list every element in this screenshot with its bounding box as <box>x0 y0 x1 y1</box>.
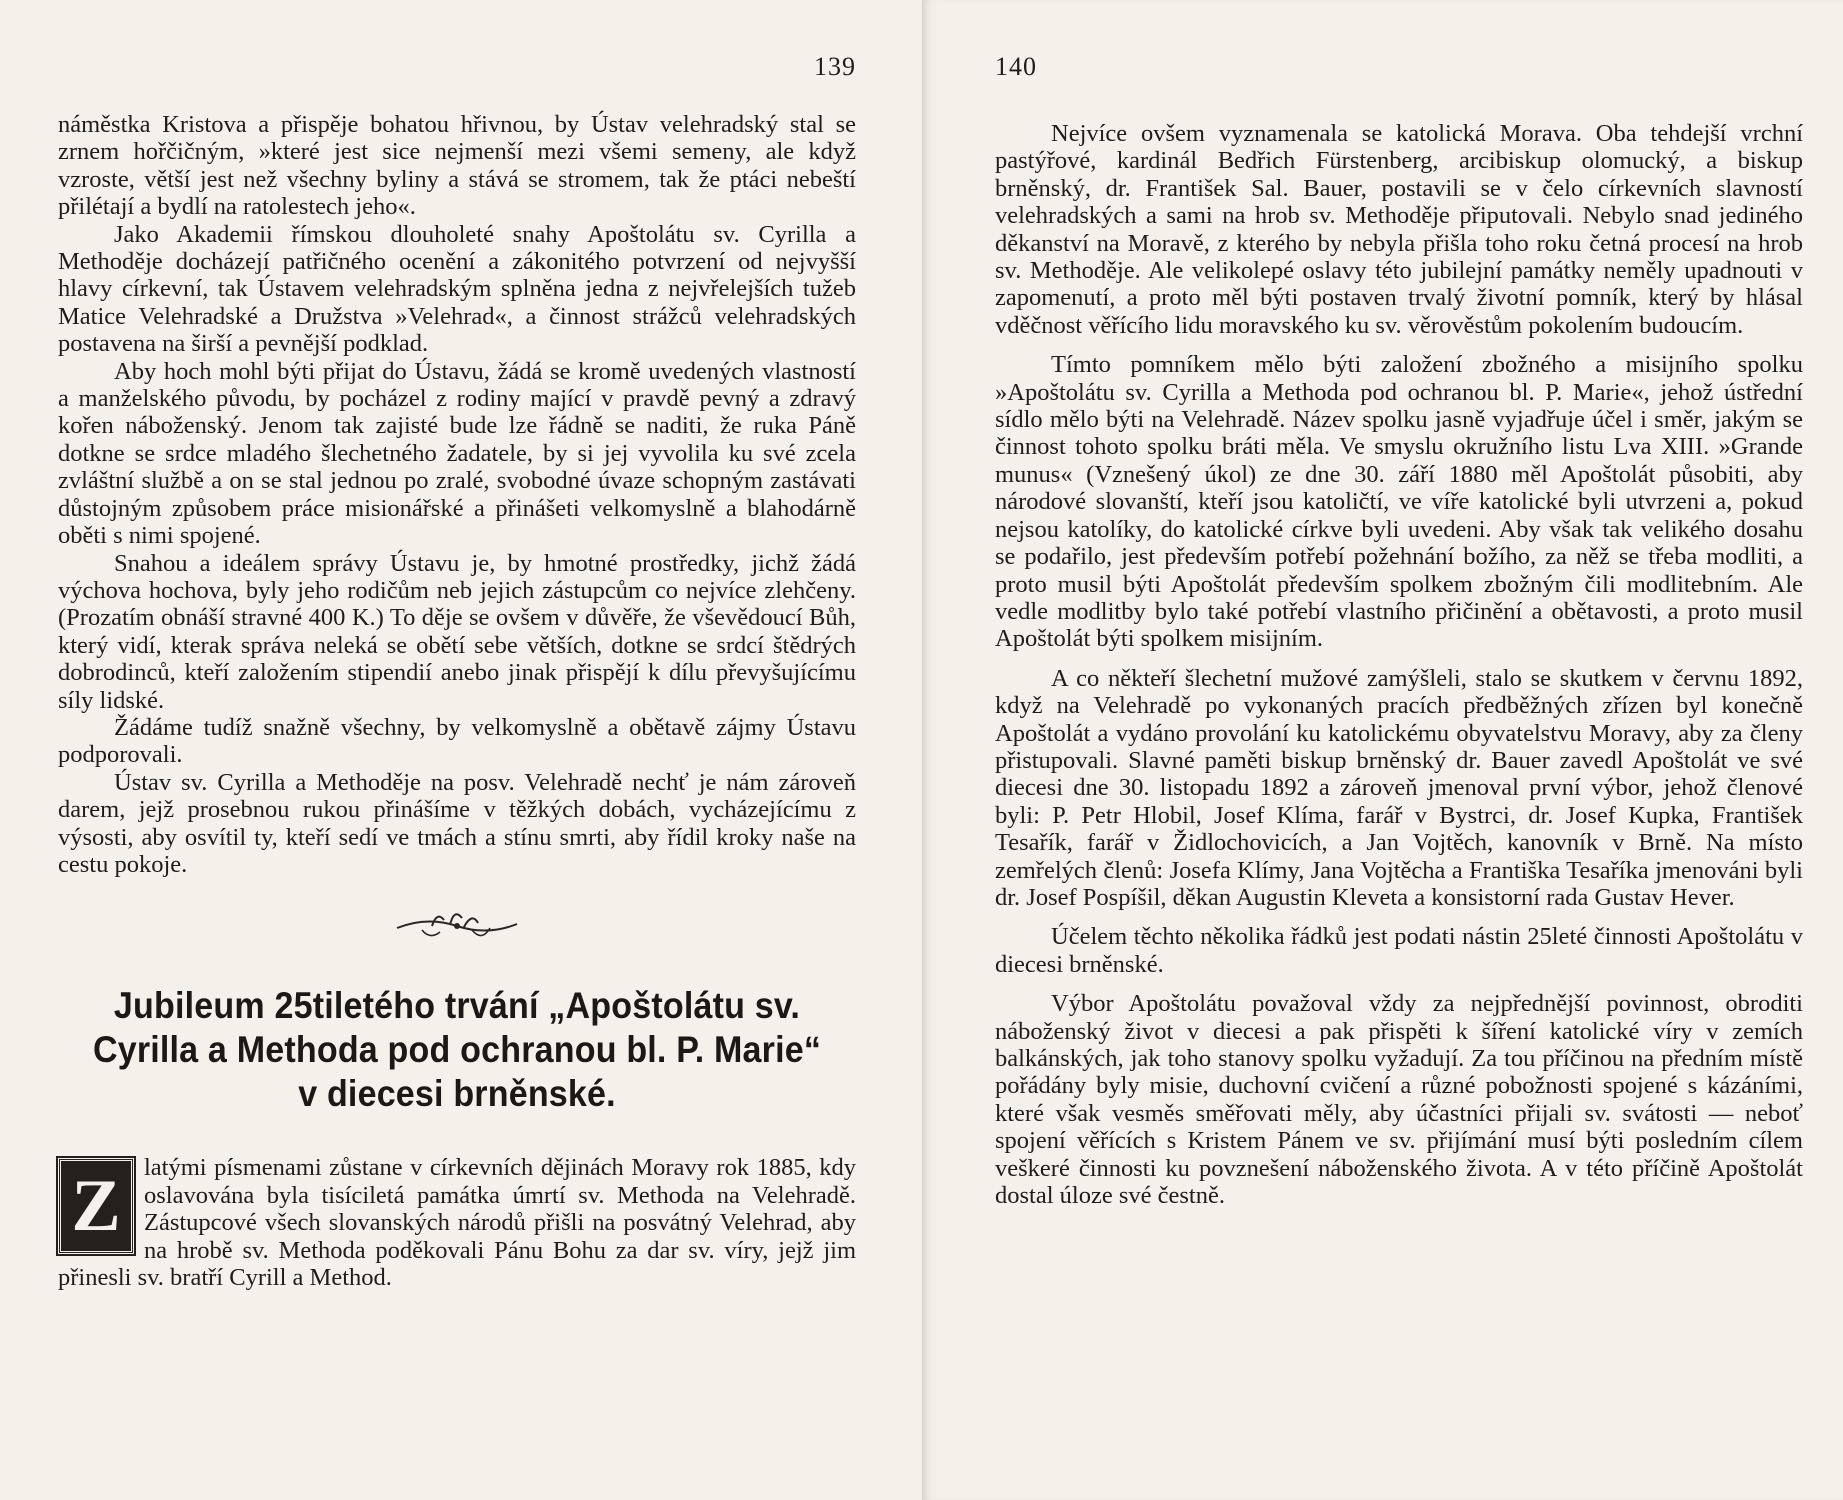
paragraph: Aby hoch mohl býti přijat do Ústavu, žádá se kromě uvedených vlastností a manželského původu, by pocházel z rodiny mající v pravdě pevný a zdravý kořen náboženský. Jenom tak zajisté bude lze řádně se naditi, že ruka Páně dotkne se srdce mladého šlechetného žadatele, by si jej vyvolila ku své zcela zvláštní službě a on se stal jednou po zralé, svobodné úvaze schopným zastávati důstojným způsobem práce misionářské a přinášeti velkomyslně a blahodárně oběti s nimi spojené. <box>58 357 856 550</box>
page-number: 140 <box>995 52 1037 81</box>
heading-line: v diecesi brněnské. <box>298 1073 616 1115</box>
paragraph: Výbor Apoštolátu považoval vždy za nejpřednější povinnost, obroditi náboženský život v diecesi a pak přispěti k šíření katolické víry v zemích balkánských, jak toho stanovy spolku vyžadují. Za tou příčinou na předním místě pořádány byly misie, duchovní cvičení a různé pobožnosti spojené s kázáními, které však vesměs směřovati měly, aby účastníci přijali sv. svátosti — neboť spojení věřících s Kristem Pánem ve sv. přijímání musí býti posledním cílem veškeré činnosti ku povznešení náboženského života. A v této příčině Apoštolát dostal úloze své čestně. <box>995 990 1803 1210</box>
ornament-divider-icon <box>58 906 856 946</box>
paragraph: náměstka Kristova a přispěje bohatou hřivnou, by Ústav velehradský stal se zrnem hořčičným, »které jest sice nejmenší mezi všemi semeny, ale když vzroste, větší jest než všechny byliny a stává se stromem, tak že ptáci nebeští přilétají a bydlí na ratolestech jeho«. <box>58 111 856 221</box>
paragraph: latými písmenami zůstane v církevních dějinách Moravy rok 1885, kdy oslavována byla tisíciletá památka úmrtí sv. Methoda na Velehradě. Zástupcové všech slovanských národů přišli na posvátný Velehrad, aby na hrobě sv. Methoda poděkovali Pánu Bohu za dar sv. víry, jejž jim přinesli sv. bratří Cyrill a Method. <box>58 1154 856 1291</box>
left-page-body <box>58 111 856 878</box>
right-page-body <box>995 120 1803 1209</box>
heading-line: Jubileum 25tiletého trvání „Apoštolátu sv. <box>113 985 801 1027</box>
page-number: 139 <box>814 52 856 81</box>
right-page <box>922 0 1843 1500</box>
section-heading <box>90 984 824 1116</box>
paragraph: Tímto pomníkem mělo býti založení zbožného a misijního spolku »Apoštolátu sv. Cyrilla a Methoda pod ochranou bl. P. Marie«, jehož ústřední sídlo mělo býti na Velehradě. Název spolku jasně vyjadřuje účel i směr, jakým se činnost tohoto spolku bráti měla. Ve smyslu okružního listu Lva XIII. »Grande munus« (Vznešený úkol) ze dne 30. září 1880 měl Apoštolát působiti, aby národové slovanští, kteří jsou katoličtí, ve víře katolické byli utvrzeni a, pokud nejsou katolíky, do katolické církve byli uvedeni. Aby však tak velikého dosahu se podařilo, jest především potřebí požehnání božího, za něž se třeba modliti, a proto musil býti Apoštolát především spolkem zbožným čili modlitebním. Ale vedle modlitby bylo také potřebí vlastního přičinění a obětavosti, a proto musil Apoštolát býti spolkem misijním. <box>995 351 1803 653</box>
paragraph: Ústav sv. Cyrilla a Methoděje na posv. Velehradě nechť je nám zároveň darem, jejž prosebnou rukou přinášíme v těžkých dobách, vycházejícímu z výsosti, aby osvítil ty, kteří sedí ve tmách a stínu smrti, aby řídil kroky naše na cestu pokoje. <box>58 768 856 878</box>
paragraph: Žádáme tudíž snažně všechny, by velkomyslně a obětavě zájmy Ústavu podporovali. <box>58 713 856 769</box>
paragraph: Snahou a ideálem správy Ústavu je, by hmotné prostředky, jichž žádá výchova hochova, byly jeho rodičům neb jejich zástupcům co nejvíce zlehčeny. (Prozatím obnáší stravné 400 K.) To děje se ovšem v důvěře, že vševědoucí Bůh, který vidí, kterak správa neleká se obětí sebe větších, dotkne se srdcí štědrých dobrodinců, kteří založením stipendií anebo jinak přispějí k dílu převyšujícímu síly lidské. <box>58 549 856 714</box>
heading-line: Cyrilla a Methoda pod ochranou bl. P. Marie“ <box>92 1029 822 1071</box>
dropcap-initial: Z <box>58 1158 134 1254</box>
paragraph: A co někteří šlechetní mužové zamýšleli, stalo se skutkem v červnu 1892, když na Velehradě po vykonaných pracích předběžných zřízen byl konečně Apoštolát a vydáno provolání ku katolickému obyvatelstvu Moravy, aby za členy přistupovali. Slavné paměti biskup brněnský dr. Bauer zavedl Apoštolát ve své diecesi dne 30. listopadu 1892 a zároveň jmenoval první výbor, jehož členové byli: P. Petr Hlobil, Josef Klíma, farář v Bystrci, dr. Josef Kupka, František Tesařík, farář v Židlochovicích, a Jan Vojtěch, kanovník v Brně. Na místo zemřelých členů: Josefa Klímy, Jana Vojtěcha a Františka Tesaříka jmenováni byli dr. Josef Pospíšil, děkan Augustin Kleveta a konsistorní rada Gustav Hever. <box>995 664 1803 911</box>
paragraph: Nejvíce ovšem vyznamenala se katolická Morava. Oba tehdejší vrchní pastýřové, kardinál Bedřich Fürstenberg, arcibiskup olomucký, a biskup brněnský, dr. František Sal. Bauer, postavili se v čelo církevních slavností velehradských a sami na hrob sv. Methoděje připutovali. Nebylo snad jediného děkanství na Moravě, z kterého by nebyla přišla toho roku četná procesí na hrob sv. Methoděje. Ale velikolepé oslavy této jubilejní památky neměly upadnouti v zapomenutí, a proto měl býti postaven trvalý životní pomník, který by hlásal vděčnost věřícího lidu moravského ku sv. věrověstům pokolením budoucím. <box>995 120 1803 339</box>
opening-paragraph <box>58 1154 856 1291</box>
paragraph: Účelem těchto několika řádků jest podati nástin 25leté činnosti Apoštolátu v diecesi brněnské. <box>995 923 1803 978</box>
paragraph: Jako Akademii římskou dlouholeté snahy Apoštolátu sv. Cyrilla a Methoděje docházejí patřičného ocenění a zákonitého potvrzení od nejvyšší hlavy církevní, tak Ústavem velehradským splněna jedna z nejvřelejších tužeb Matice Velehradské a Družstva »Velehrad«, a činnost strážců velehradských postavena na širší a pevnější podklad. <box>58 220 856 358</box>
